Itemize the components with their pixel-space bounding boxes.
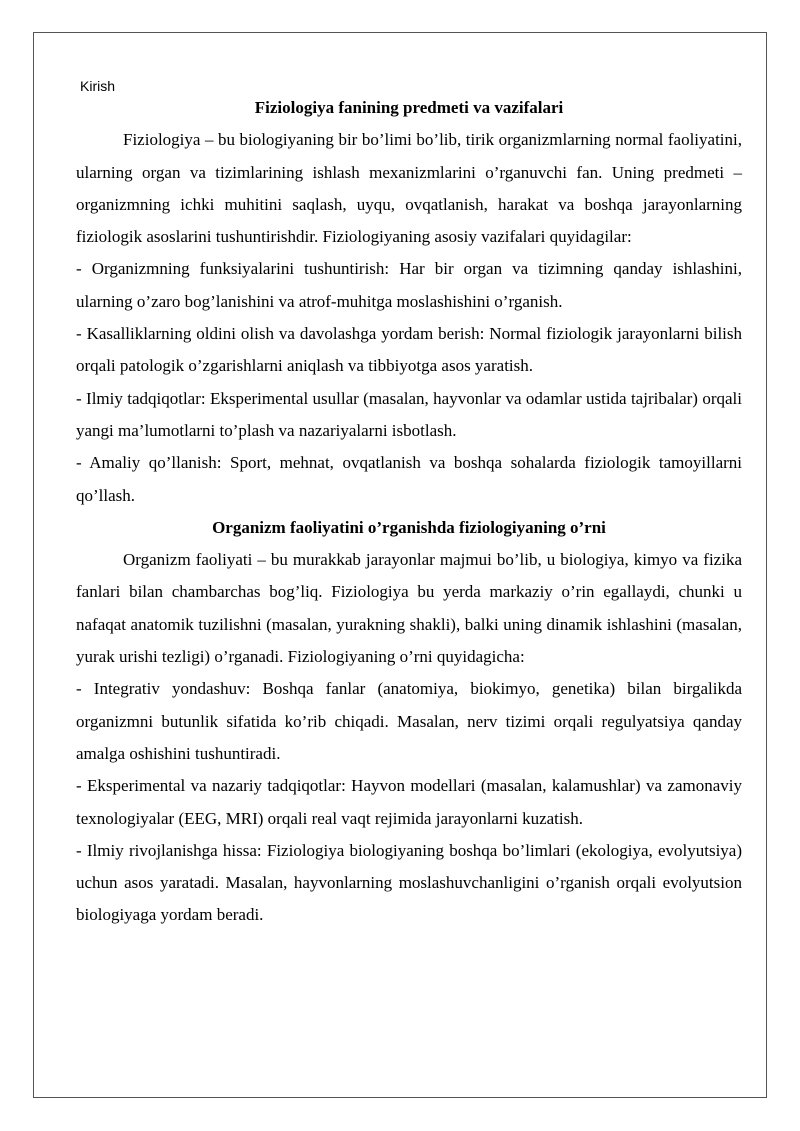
document-body (76, 92, 742, 932)
list-item-research: - Ilmiy tadqiqotlar: Eksperimental usullar (masalan, hayvonlar va odamlar ustida tajribalar) orqali yangi ma’lumotlarni to’plash va nazariyalarni isbotlash. (76, 388, 742, 440)
heading-role-of-physiology: Organizm faoliyatini o’rganishda fiziologiyaning o’rni (212, 517, 606, 537)
list-item-scientific-development: - Ilmiy rivojlanishga hissa: Fiziologiya biologiyaning boshqa bo’limlari (ekologiya, evolyutsiya) uchun asos yaratadi. Masalan, hayvonlarning moslashuvchanligini o’rganish orqali evolyutsion biologiyaga yordam beradi. (76, 840, 742, 925)
paragraph-organism-activity: Organizm faoliyati – bu murakkab jarayonlar majmui bo’lib, u biologiya, kimyo va fizika fanlari bilan chambarchas bog’liq. Fiziologiya bu yerda markaziy o’rin egallaydi, chunki u nafaqat anatomik tuzilishni (masalan, yurakning shakli), balki uning dinamik ishlashini (masalan, yurak urishi tezligi) o’rganadi. Fiziologiyaning o’rni quyidagicha: (76, 550, 742, 667)
heading-subject-and-tasks: Fiziologiya fanining predmeti va vazifalari (254, 98, 564, 117)
list-item-experimental: - Eksperimental va nazariy tadqiqotlar: Hayvon modellari (masalan, kalamushlar) va zamonaviy texnologiyalar (EEG, MRI) orqali real vaqt rejimida jarayonlarni kuzatish. (76, 776, 742, 828)
list-item-functions: - Organizmning funksiyalarini tushuntirish: Har bir organ va tizimning qanday ishlashini, ularning o’zaro bog’lanishini va atrof-muhitga moslashishini o’rganish. (76, 259, 742, 311)
list-item-disease-prevention: - Kasalliklarning oldini olish va davolashga yordam berish: Normal fiziologik jarayonlarni bilish orqali patologik o’zgarishlarni aniqlash va tibbiyotga asos yaratish. (76, 324, 742, 376)
paragraph-intro: Fiziologiya – bu biologiyaning bir bo’limi bo’lib, tirik organizmlarning normal faoliyatini, ularning organ va tizimlarining ishlash mexanizmlarini o’rganuvchi fan. Uning predmeti – organizmning ichki muhitini saqlash, uyqu, ovqatlanish, harakat va boshqa jarayonlarning fiziologik asoslarini tushuntirishdir. Fiziologiyaning asosiy vazifalari quyidagilar: (76, 130, 742, 247)
section-label: Kirish (80, 78, 116, 94)
list-item-integrative: - Integrativ yondashuv: Boshqa fanlar (anatomiya, biokimyo, genetika) bilan birgalikda organizmni butunlik sifatida ko’rib chiqadi. Masalan, nerv tizimi orqali regulyatsiya qanday amalga oshishini tushuntiradi. (76, 679, 742, 763)
list-item-practical-use: - Amaliy qo’llanish: Sport, mehnat, ovqatlanish va boshqa sohalarda fiziologik tamoyillarni qo’llash. (76, 453, 742, 505)
